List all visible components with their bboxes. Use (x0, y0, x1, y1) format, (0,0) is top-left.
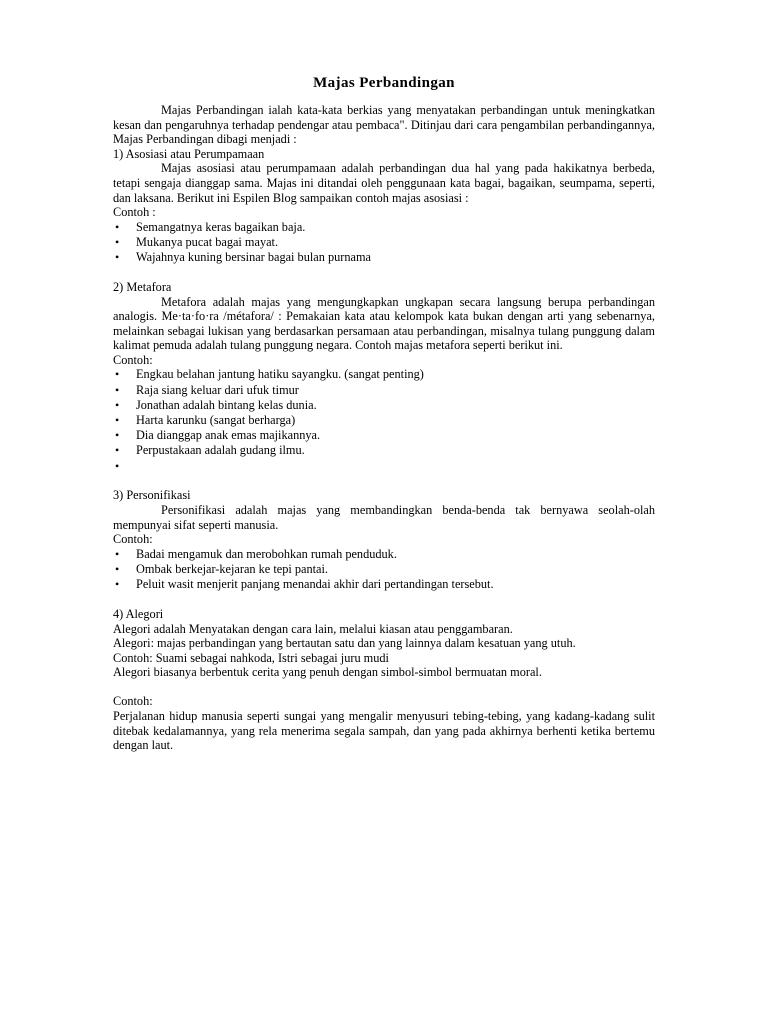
list-item-text: Ombak berkejar-kejaran ke tepi pantai. (136, 561, 328, 576)
alegori-line: Contoh: Suami sebagai nahkoda, Istri sebagai juru mudi (113, 650, 389, 665)
spacer (113, 474, 655, 489)
example-list-metafora (113, 367, 655, 473)
spacer (113, 592, 655, 607)
bullet-icon: • (115, 561, 120, 576)
list-item-text: Peluit wasit menjerit panjang menandai akhir dari pertandingan tersebut. (136, 577, 494, 592)
section-body-personifikasi: Personifikasi adalah majas yang membandingkan benda-benda tak bernyawa seolah-olah mempunyai sifat seperti manusia. (113, 502, 655, 532)
list-item-text: Mukanya pucat bagai mayat. (136, 234, 279, 249)
bullet-icon: • (115, 382, 120, 397)
spacer (113, 680, 655, 695)
contoh-label-metafora: Contoh: (113, 352, 153, 367)
list-item (113, 413, 655, 428)
contoh-label-personifikasi: Contoh: (113, 532, 153, 547)
list-item-text: Perpustakaan adalah gudang ilmu. (136, 443, 305, 458)
spacer (113, 265, 655, 280)
section-body-asosiasi: Majas asosiasi atau perumpamaan adalah perbandingan dua hal yang pada hakikatnya berbeda, tetapi sengaja dianggap sama. Majas ini ditandai oleh penggunaan kata bagai, bagaikan, seumpama, seperti, dan laksana. Berikut ini Espilen Blog sampaikan contoh majas asosiasi : (113, 161, 655, 205)
bullet-icon: • (115, 367, 120, 382)
list-item (113, 577, 655, 592)
section-heading-metafora: 2) Metafora (113, 279, 172, 294)
list-item-text: Dia dianggap anak emas majikannya. (136, 428, 321, 443)
document-body (113, 74, 655, 753)
bullet-icon: • (115, 428, 120, 443)
list-item (113, 250, 655, 265)
alegori-line: Alegori biasanya berbentuk cerita yang penuh dengan simbol-simbol bermuatan moral. (113, 665, 542, 680)
bullet-icon: • (115, 234, 120, 249)
bullet-icon: • (115, 458, 120, 473)
contoh-label-alegori: Contoh: (113, 694, 153, 709)
section-heading-alegori: 4) Alegori (113, 606, 164, 621)
bullet-icon: • (115, 546, 120, 561)
bullet-icon: • (115, 577, 120, 592)
list-item (113, 547, 655, 562)
section-heading-personifikasi: 3) Personifikasi (113, 488, 191, 503)
document-title: Majas Perbandingan (313, 75, 455, 91)
list-item-text: Raja siang keluar dari ufuk timur (136, 382, 299, 397)
list-item (113, 459, 655, 474)
alegori-line: Alegori: majas perbandingan yang bertautan satu dan yang lainnya dalam kesatuan yang utuh. (113, 636, 576, 651)
list-item (113, 428, 655, 443)
alegori-example-paragraph: Perjalanan hidup manusia seperti sungai yang mengalir menyusuri tebing-tebing, yang kadang-kadang sulit ditebak kedalamannya, yang rela menerima segala sampah, dan yang pada akhirnya berhenti ketika bertemu dengan laut. (113, 709, 655, 753)
bullet-icon: • (115, 250, 120, 265)
section-heading-asosiasi: 1) Asosiasi atau Perumpamaan (113, 146, 265, 161)
list-item-text: Badai mengamuk dan merobohkan rumah penduduk. (136, 546, 397, 561)
bullet-icon: • (115, 413, 120, 428)
list-item-text: Harta karunku (sangat berharga) (136, 413, 296, 428)
bullet-icon: • (115, 397, 120, 412)
contoh-label-asosiasi: Contoh : (113, 205, 156, 220)
bullet-icon: • (115, 219, 120, 234)
list-item (113, 398, 655, 413)
alegori-line: Alegori adalah Menyatakan dengan cara lain, melalui kiasan atau penggambaran. (113, 621, 513, 636)
list-item (113, 367, 655, 382)
example-list-asosiasi (113, 220, 655, 265)
example-list-personifikasi (113, 547, 655, 592)
list-item-text: Wajahnya kuning bersinar bagai bulan purnama (136, 250, 371, 265)
bullet-icon: • (115, 443, 120, 458)
list-item-text: Semangatnya keras bagaikan baja. (136, 219, 306, 234)
list-item (113, 220, 655, 235)
list-item-text: Engkau belahan jantung hatiku sayangku. (sangat penting) (136, 367, 424, 382)
section-body-metafora: Metafora adalah majas yang mengungkapkan ungkapan secara langsung berupa perbandingan analogis. Me·ta·fo·ra /métafora/ : Pemakaian kata atau kelompok kata bukan dengan arti yang sebenarnya, melainkan sebagai lukisan yang berdasarkan persamaan atau perbandingan, misalnya tulang punggung dalam kalimat pemuda adalah tulang punggung negara. Contoh majas metafora seperti berikut ini. (113, 294, 655, 353)
list-item (113, 562, 655, 577)
list-item (113, 443, 655, 458)
list-item-text: Jonathan adalah bintang kelas dunia. (136, 397, 317, 412)
list-item (113, 383, 655, 398)
intro-paragraph: Majas Perbandingan ialah kata-kata berkias yang menyatakan perbandingan untuk meningkatkan kesan dan pengaruhnya terhadap pendengar atau pembaca". Ditinjau dari cara pengambilan perbandingannya, Majas Perbandingan dibagi menjadi : (113, 103, 655, 147)
list-item (113, 235, 655, 250)
